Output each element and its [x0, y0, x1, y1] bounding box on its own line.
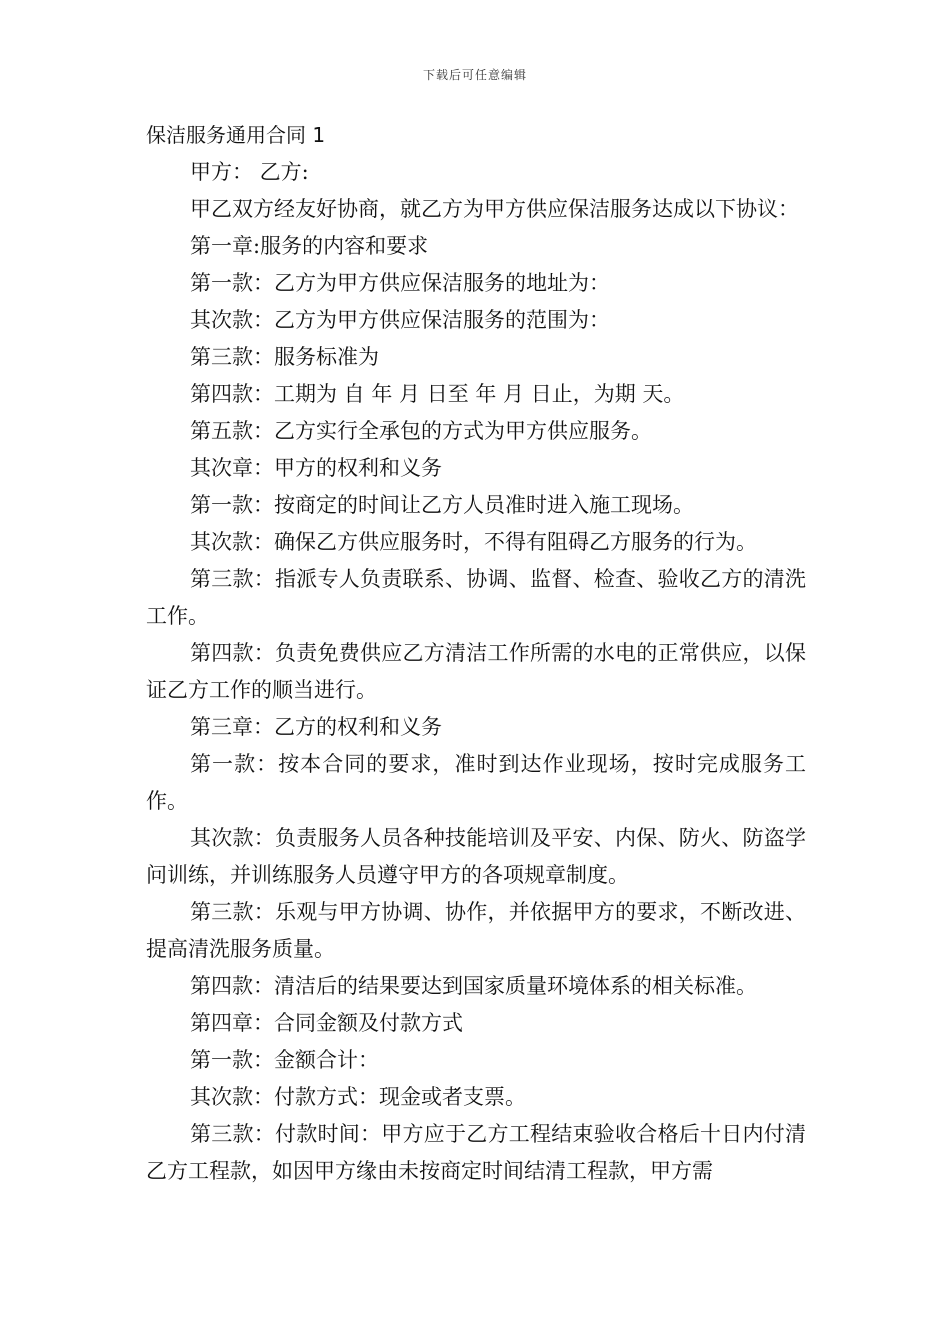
- chapter-1-clause-5: 第五款：乙方实行全承包的方式为甲方供应服务。: [190, 419, 652, 443]
- chapter-2-clause-1: 第一款：按商定的时间让乙方人员准时进入施工现场。: [190, 493, 694, 517]
- document-body: [146, 117, 806, 1190]
- paragraph-preamble: 甲乙双方经友好协商，就乙方为甲方供应保洁服务达成以下协议：: [190, 197, 799, 221]
- chapter-4-clause-3: 第三款：付款时间：甲方应于乙方工程结束验收合格后十日内付清乙方工程款，如因甲方缘由未按商定时间结清工程款，甲方需: [146, 1122, 806, 1183]
- chapter-3-clause-3: 第三款：乐观与甲方协调、协作，并依据甲方的要求，不断改进、提高清洗服务质量。: [146, 900, 806, 961]
- chapter-4-heading: 第四章：合同金额及付款方式: [190, 1011, 463, 1035]
- chapter-4-clause-2: 其次款：付款方式：现金或者支票。: [190, 1085, 526, 1109]
- chapter-1-clause-1: 第一款：乙方为甲方供应保洁服务的地址为：: [190, 271, 610, 295]
- paragraph-parties: 甲方： 乙方:: [190, 160, 309, 184]
- chapter-3-clause-4: 第四款：清洁后的结果要达到国家质量环境体系的相关标准。: [190, 974, 757, 998]
- chapter-1-clause-3: 第三款：服务标准为: [190, 345, 379, 369]
- chapter-3-heading: 第三章：乙方的权利和义务: [190, 715, 442, 739]
- chapter-1-clause-4: 第四款：工期为 自 年 月 日至 年 月 日止，为期 天。: [190, 382, 685, 406]
- chapter-3-clause-1: 第一款：按本合同的要求，准时到达作业现场，按时完成服务工作。: [146, 752, 806, 813]
- chapter-3-clause-2: 其次款：负责服务人员各种技能培训及平安、内保、防火、防盗学问训练，并训练服务人员遵守甲方的各项规章制度。: [146, 826, 806, 887]
- header-note: 下载后可任意编辑: [422, 68, 527, 82]
- chapter-2-clause-3: 第三款：指派专人负责联系、协调、监督、检查、验收乙方的清洗工作。: [146, 567, 806, 628]
- document-title: 保洁服务通用合同 1: [146, 123, 326, 147]
- chapter-2-clause-2: 其次款：确保乙方供应服务时，不得有阻碍乙方服务的行为。: [190, 530, 757, 554]
- chapter-1-clause-2: 其次款：乙方为甲方供应保洁服务的范围为：: [190, 308, 610, 332]
- chapter-1-heading: 第一章:服务的内容和要求: [190, 234, 429, 258]
- chapter-2-clause-4: 第四款：负责免费供应乙方清洁工作所需的水电的正常供应，以保证乙方工作的顺当进行。: [146, 641, 806, 702]
- chapter-2-heading: 其次章：甲方的权利和义务: [190, 456, 442, 480]
- chapter-4-clause-1: 第一款：金额合计：: [190, 1048, 379, 1072]
